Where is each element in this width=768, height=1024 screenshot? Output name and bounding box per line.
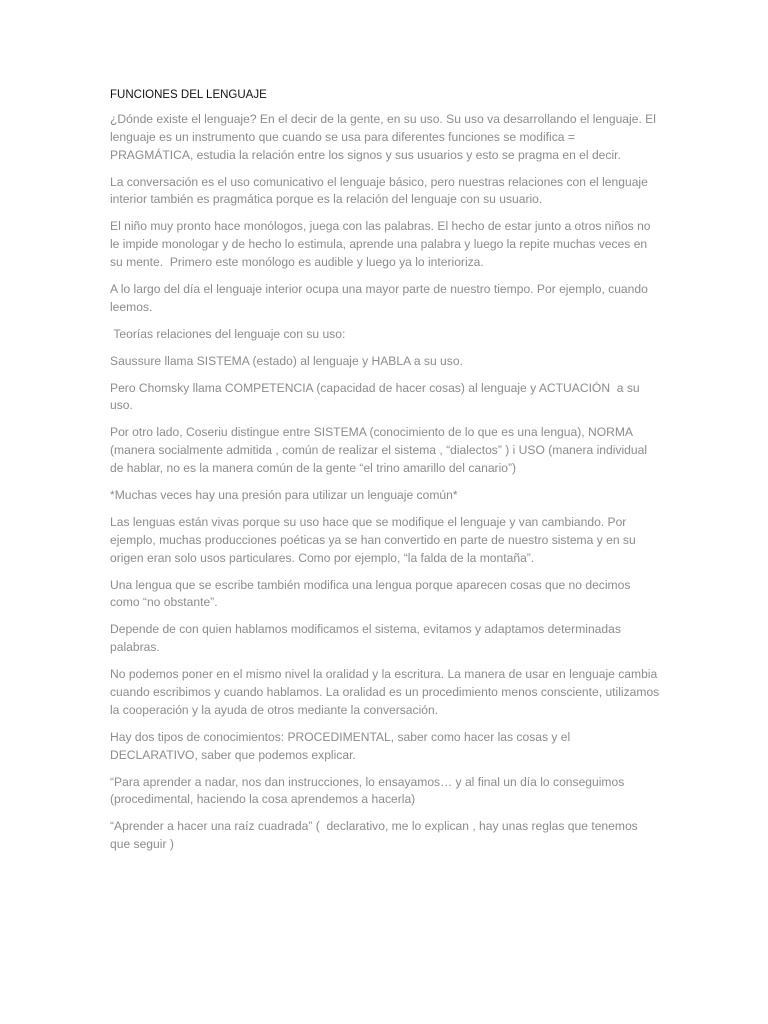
paragraph: Saussure llama SISTEMA (estado) al lenguaje y HABLA a su uso. [110,353,463,368]
paragraph: Depende de con quien hablamos modificamos el sistema, evitamos y adaptamos determinadas palabras. [110,622,625,655]
paragraph: Por otro lado, Coseriu distingue entre SISTEMA (conocimiento de lo que es una lengua), NORMA (manera socialmente admitida , común de realizar el sistema , “dialectos” ) i USO (manera individual de hablar, no es la manera común de la gente “el trino amarillo del canario”) [110,425,651,476]
paragraph: Una lengua que se escribe también modifica una lengua porque aparecen cosas que no decimos como “no obstante”. [110,577,634,610]
paragraph: Las lenguas están vivas porque su uso hace que se modifique el lenguaje y van cambiando. Por ejemplo, muchas producciones poéticas ya se han convertido en parte de nuestro sistema y en su origen eran solo usos particulares. Como por ejemplo, “la falda de la montaña”. [110,515,640,565]
paragraph: La conversación es el uso comunicativo el lenguaje básico, pero nuestras relaciones con el lenguaje interior también es pragmática porque es la relación del lenguaje con su usuario. [110,174,652,207]
paragraph: No podemos poner en el mismo nivel la oralidad y la escritura. La manera de usar en lenguaje cambia cuando escribimos y cuando hablamos. La oralidad es un procedimiento menos consciente, utilizamos la cooperación y la ayuda de otros mediante la conversación. [110,667,663,717]
paragraph: ¿Dónde existe el lenguaje? En el decir de la gente, en su uso. Su uso va desarrollando el lenguaje. El lenguaje es un instrumento que cuando se usa para diferentes funciones se modifica = PRAGMÁTICA, estudia la relación entre los signos y sus usuarios y esto se pragma en el decir. [110,112,660,162]
note-paragraph: *Muchas veces hay una presión para utilizar un lenguaje común* [110,488,458,503]
paragraph: El niño muy pronto hace monólogos, juega con las palabras. El hecho de estar junto a otros niños no le impide monologar y de hecho lo estimula, aprende una palabra y luego la repite muchas veces en su mente. Primero este monólogo es audible y luego ya lo interioriza. [110,219,654,269]
document-title: FUNCIONES DEL LENGUAJE [110,89,267,101]
paragraph: A lo largo del día el lenguaje interior ocupa una mayor parte de nuestro tiempo. Por ejemplo, cuando leemos. [110,281,652,314]
paragraph: Pero Chomsky llama COMPETENCIA (capacidad de hacer cosas) al lenguaje y ACTUACIÓN a su uso. [110,380,644,413]
example-paragraph: “Para aprender a nadar, nos dan instrucciones, lo ensayamos… y al final un día lo conseguimos (procedimental, haciendo la cosa aprendemos a hacerla) [110,774,628,807]
document-body [110,87,663,863]
example-paragraph: “Aprender a hacer una raíz cuadrada” ( declarativo, me lo explican , hay unas reglas que tenemos que seguir ) [110,819,642,852]
paragraph: Hay dos tipos de conocimientos: PROCEDIMENTAL, saber como hacer las cosas y el DECLARATIVO, saber que podemos explicar. [110,729,574,762]
section-heading: Teorías relaciones del lenguaje con su uso: [110,326,346,341]
